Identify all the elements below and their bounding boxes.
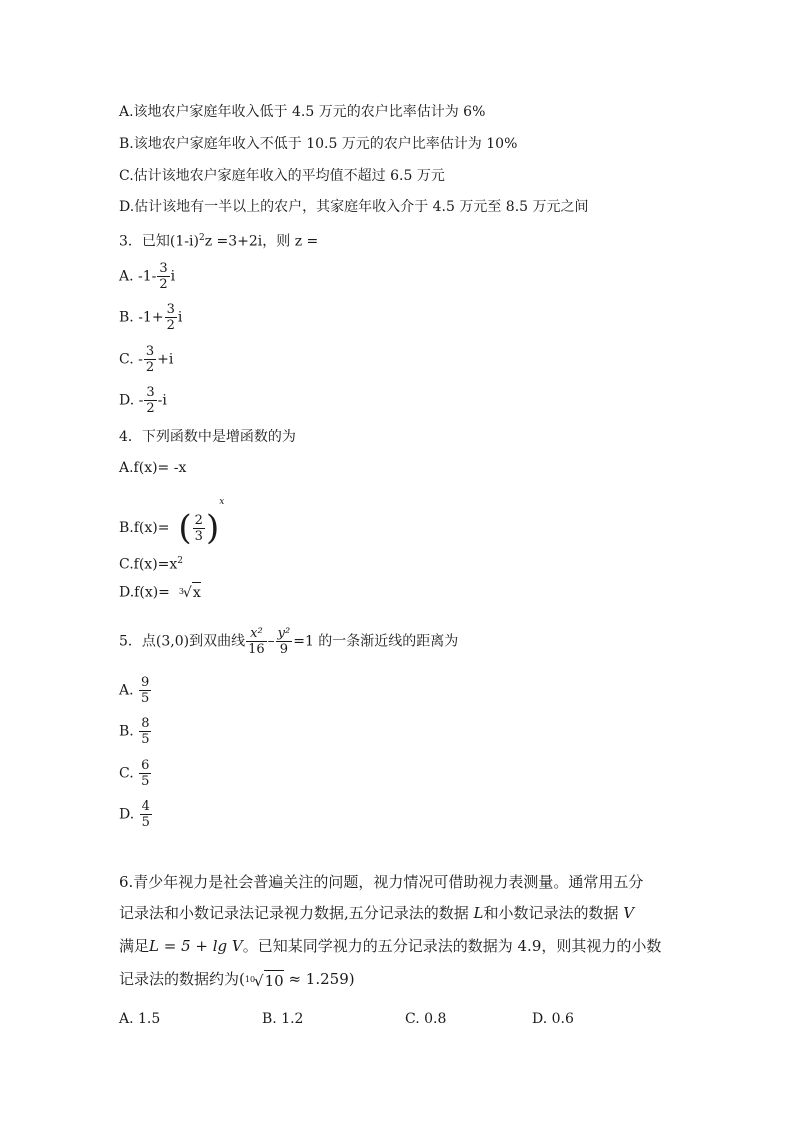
q2-option-c: C.估计该地农户家庭年收入的平均值不超过 6.5 万元: [119, 168, 445, 184]
q4-stem: 4．下列函数中是增函数的为: [119, 429, 296, 445]
q3-option-d: D. - $\frac{3}{2}$ -i: [119, 385, 167, 416]
q6-option-d: D. 0.6: [532, 1011, 574, 1027]
q2-option-a: A.该地农户家庭年收入低于 4.5 万元的农户比率估计为 6%: [119, 104, 486, 120]
q5-option-c: C. $\frac{6}{5}$: [119, 758, 150, 789]
q4-option-c: $C.f(x)=x^2$: [119, 556, 184, 573]
q4-option-a: A.f(x)= -x: [119, 460, 187, 476]
q4-option-d: D.f(x)= $^3$√x: [119, 582, 201, 603]
q5-option-d: D. $\frac{4}{5}$: [119, 799, 150, 830]
q3-option-a: A. -1- $\frac{3}{2}$ i: [119, 261, 176, 292]
q2-option-b: B.该地农户家庭年收入不低于 10.5 万元的农户比率估计为 10%: [119, 136, 518, 152]
q6-line-1: 6.青少年视力是社会普遍关注的问题，视力情况可借助视力表测量。通常用五分: [119, 873, 644, 891]
q3-option-c: C. - $\frac{3}{2}$ +i: [119, 344, 174, 375]
q5-option-a: A. $\frac{9}{5}$: [119, 675, 150, 706]
q6-line-3: 满足L = 5 + lg V。已知某同学视力的五分记录法的数据为 4.9，则其视力的小数: [119, 937, 662, 955]
q2-option-d: D.估计该地有一半以上的农户，其家庭年收入介于 4.5 万元至 8.5 万元之间: [119, 199, 589, 215]
q5-stem: 5．点(3,0)到双曲线 $\frac{\text{x²}}{16}$ – $\frac{\text{y²}}{9}$ =1 的一条渐近线的距离为: [119, 626, 459, 657]
q3-option-b: B. -1+ $\frac{3}{2}$ i: [119, 302, 183, 333]
q6-option-b: B. 1.2: [262, 1011, 304, 1027]
q6-line-2: 记录法和小数记录法记录视力数据,五分记录法的数据 L和小数记录法的数据 V: [119, 904, 635, 922]
q6-option-c: C. 0.8: [405, 1011, 447, 1027]
q4-option-b: B.f(x)= ( $\frac{2}{3}$ )$^x$: [119, 497, 225, 548]
q6-option-a: A. 1.5: [119, 1011, 161, 1027]
q6-line-4: 记录法的数据约为($^{10}$√10 ≈ 1.259): [119, 970, 355, 990]
q3-stem: 3．已知$(1-i)^2z =3+2i$，则 z =: [119, 233, 319, 250]
q5-option-b: B. $\frac{8}{5}$: [119, 716, 150, 747]
